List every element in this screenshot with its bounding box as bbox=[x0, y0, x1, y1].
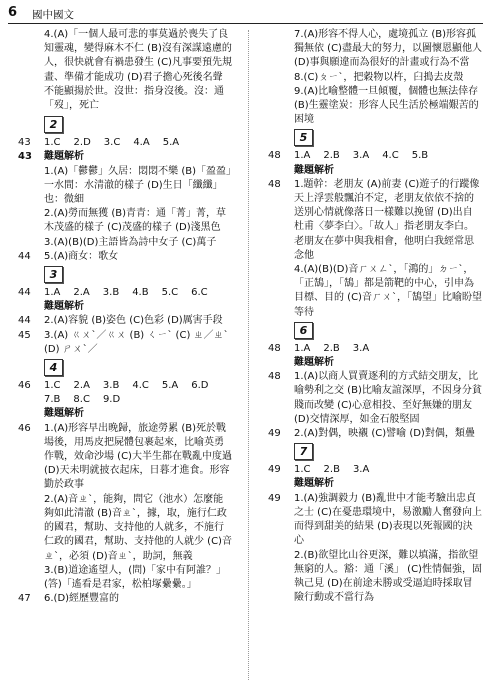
answer-item: 3.(A)(B)(D)主語皆為詩中女子 (C)萬子 bbox=[44, 236, 217, 248]
answer-item: 2.(B)欲望比山谷更深，難以填滿，指欲望無窮的人。豁：通「溪」 (C)性情倔強，固執己見 (D)在前途未勝或受逼迫時採取冒險行動或不當行為 bbox=[294, 549, 482, 604]
answer-item: 47 6.(D)經歷豐富的 bbox=[0, 592, 236, 606]
answer: 4.A bbox=[133, 137, 150, 149]
answer-item: 9.(A)比喻整體一旦傾覆，個體也無法倖存 (B)生靈塗炭：形容人民生活於極端艱苦的困境 bbox=[294, 85, 482, 126]
answer: 7.B bbox=[44, 394, 61, 406]
section-box-3: 3 bbox=[44, 266, 63, 283]
answer-item: 2.(A)音ㄓˋ，能夠，問它（池水）怎麼能夠如此清澈 (B)音ㄓˋ，據，取，施行仁政的國君，幫助、支持他的人就多，不施行仁政的國君，幫助、支持他的人就少 (C)音ㄓˋ，必須 (D)音ㄓˋ，助詞，無義 bbox=[44, 493, 232, 562]
answer-row-6 bbox=[250, 342, 486, 356]
book-title: 國中國文 bbox=[32, 9, 74, 21]
answer: 1.A bbox=[294, 150, 311, 162]
answer-row-7 bbox=[250, 463, 486, 477]
column-divider bbox=[248, 30, 249, 680]
answer: 3.A bbox=[352, 150, 370, 162]
answer-item: 46 1.(A)形容早出晚歸，旅途勞累 (B)死於戰場後，用馬皮把屍體包裹起來，比喻英勇作戰，效命沙場 (C)大半生都在戰亂中度過 (D)天未明就披衣起床，日暮才進食。形容勤於政事 bbox=[18, 422, 236, 491]
section-box-4: 4 bbox=[44, 359, 63, 376]
answer: 8.C bbox=[73, 394, 90, 406]
answer-item: 2.(A)勞而無獲 (B)青青：通「菁」菁，草木茂盛的樣子 (C)茂盛的樣子 (D)淺黑色 bbox=[44, 208, 227, 234]
line-number: 49 bbox=[268, 428, 281, 440]
answer-item: 3.(B)道途遙望人，(問)「家中有阿誰？」(答)「遙看是君家，松柏塚纍纍。」 bbox=[44, 564, 227, 590]
line-number: 43 bbox=[18, 137, 31, 149]
analysis-heading: 43 難題解析 bbox=[0, 150, 236, 164]
line-number: 43 bbox=[18, 151, 32, 163]
answer: 2.B bbox=[323, 150, 340, 162]
answer-item: 8.(C)ㄆㄧˋ，把穀物以杵，臼搗去皮殼 bbox=[294, 71, 464, 83]
line-number: 45 bbox=[18, 329, 31, 341]
answer-row-4b bbox=[0, 393, 236, 407]
analysis-heading: 難題解析 bbox=[44, 301, 84, 313]
answer: 2.D bbox=[73, 137, 91, 149]
analysis-heading: 難題解析 bbox=[44, 408, 84, 420]
answer: 1.A bbox=[294, 342, 311, 354]
answer-item: 4.(A)(B)(D)音ㄏㄨㄥˋ，「鴻的」ㄉㄧˋ，「正鵠」，「鵠」都是箭靶的中心，引申為目標、目的 (C)音ㄏㄨˋ，「鵠望」比喻盼望等待 bbox=[294, 264, 482, 318]
answer-item: 44 2.(A)容貌 (B)姿色 (C)色彩 (D)厲害手段 bbox=[0, 314, 236, 328]
answer: 4.C bbox=[132, 380, 149, 392]
line-number: 47 bbox=[18, 593, 31, 605]
answer: 3.B bbox=[102, 287, 120, 299]
answer-item: 48 1.(A)以商人買賣逐利的方式結交朋友，比喻勢利之交 (B)比喻友誼深厚，不因身分貧賤而改變 (C)心意相投、至好無嫌的朋友 (D)交情深厚，如金石般堅固 bbox=[268, 371, 482, 425]
line-number: 44 bbox=[18, 315, 31, 327]
line-number: 48 bbox=[268, 150, 281, 162]
answer-item: 49 2.(A)對偶，映襯 (C)譬喻 (D)對偶，類疊 bbox=[250, 427, 486, 441]
answer: 1.A bbox=[44, 287, 61, 299]
answer: 2.B bbox=[323, 342, 340, 354]
answer: 1.C bbox=[44, 137, 61, 149]
answer-item: 48 1.題幹：老朋友 (A)前妻 (C)遊子的行蹤像天上浮雲般飄泊不定，老朋友依依不捨的送別心情就像落日一樣難以挽留 (D)出自杜甫〈夢李白〉。「故人」指老朋友李白。老朋友在夢中與我相會，他明白我經常思念他 bbox=[268, 178, 480, 261]
answer: 9.D bbox=[102, 394, 121, 406]
line-number: 44 bbox=[18, 250, 31, 262]
section-box-2: 2 bbox=[44, 116, 63, 133]
answer: 5.A bbox=[161, 380, 179, 392]
answer: 4.C bbox=[382, 150, 399, 162]
page-header bbox=[8, 4, 483, 24]
answer-row-5 bbox=[250, 149, 486, 163]
answer-item: 7.(A)形容不得人心，處境孤立 (B)形容孤獨無依 (C)盡最大的努力，以圖懷恩顯他人 (D)事與願違而為很好的計畫或行為不當 bbox=[294, 29, 486, 69]
answer: 6.D bbox=[191, 380, 209, 392]
section-box-7: 7 bbox=[294, 443, 313, 460]
analysis-heading: 難題解析 bbox=[294, 164, 334, 176]
answer: 2.A bbox=[73, 380, 90, 392]
answer: 3.A bbox=[352, 342, 370, 354]
answer-row-4 bbox=[0, 379, 236, 393]
section-box-5: 5 bbox=[294, 129, 313, 146]
page-number: 6 bbox=[8, 5, 18, 20]
answer: 1.C bbox=[44, 380, 61, 392]
line-number: 44 bbox=[18, 287, 31, 299]
answer-item: 1.(A)「鬱鬱」久居：悶悶不樂 (B)「盈盈」一水間：水清澈的樣子 (D)生日「纖纖」也：微細 bbox=[44, 165, 232, 206]
answer: 2.B bbox=[323, 464, 340, 476]
line-number: 48 bbox=[268, 371, 281, 383]
answer: 3.B bbox=[102, 380, 120, 392]
answer-row-2 bbox=[0, 136, 236, 150]
analysis-heading: 難題解析 bbox=[294, 357, 334, 369]
answer: 5.C bbox=[161, 287, 179, 299]
answer: 5.A bbox=[162, 137, 180, 149]
answer-item: 4.(A)「一個人最可悲的事莫過於喪失了良知靈魂，變得麻木不仁 (B)沒有深謀遠慮的人，很快就會有禍患發生 (C)凡事要預先規畫、準備才能成功 (D)君子擔心死後名聲不能顯揚於世。沒世：指身沒後。沒：通「歿」，死亡 bbox=[44, 29, 232, 112]
line-number: 49 bbox=[268, 492, 281, 504]
section-box-6: 6 bbox=[294, 322, 313, 339]
line-number: 46 bbox=[18, 380, 31, 392]
left-column bbox=[0, 28, 236, 606]
answer: 2.A bbox=[73, 287, 90, 299]
line-number: 48 bbox=[268, 178, 281, 190]
analysis-heading: 難題解析 bbox=[294, 478, 334, 490]
answer-item: 45 3.(A) ㄍㄨˋ／ㄍㄨ (B) ㄑㄧˋ (C) ㄓ／ㄓˋ (D) ㄕㄨˋ／ bbox=[18, 329, 232, 355]
answer: 3.C bbox=[103, 137, 121, 149]
line-number: 48 bbox=[268, 342, 281, 354]
answer: 3.A bbox=[352, 464, 370, 476]
answer: 5.B bbox=[411, 150, 429, 162]
answer: 6.C bbox=[191, 287, 208, 299]
answer-row-3 bbox=[0, 286, 236, 300]
line-number: 46 bbox=[18, 422, 31, 434]
answer-item: 44 5.(A)商女：歌女 bbox=[0, 250, 236, 264]
answer: 1.C bbox=[294, 464, 311, 476]
header-rule bbox=[8, 23, 483, 24]
right-column bbox=[250, 28, 486, 605]
answer: 4.B bbox=[132, 287, 149, 299]
line-number: 49 bbox=[268, 464, 281, 476]
answer-item: 49 1.(A)強調毅力 (B)亂世中才能考驗出忠貞之士 (C)在憂患環境中，易激勵人奮發向上而得到甜美的結果 (D)表現以死報國的決心 bbox=[268, 492, 482, 547]
